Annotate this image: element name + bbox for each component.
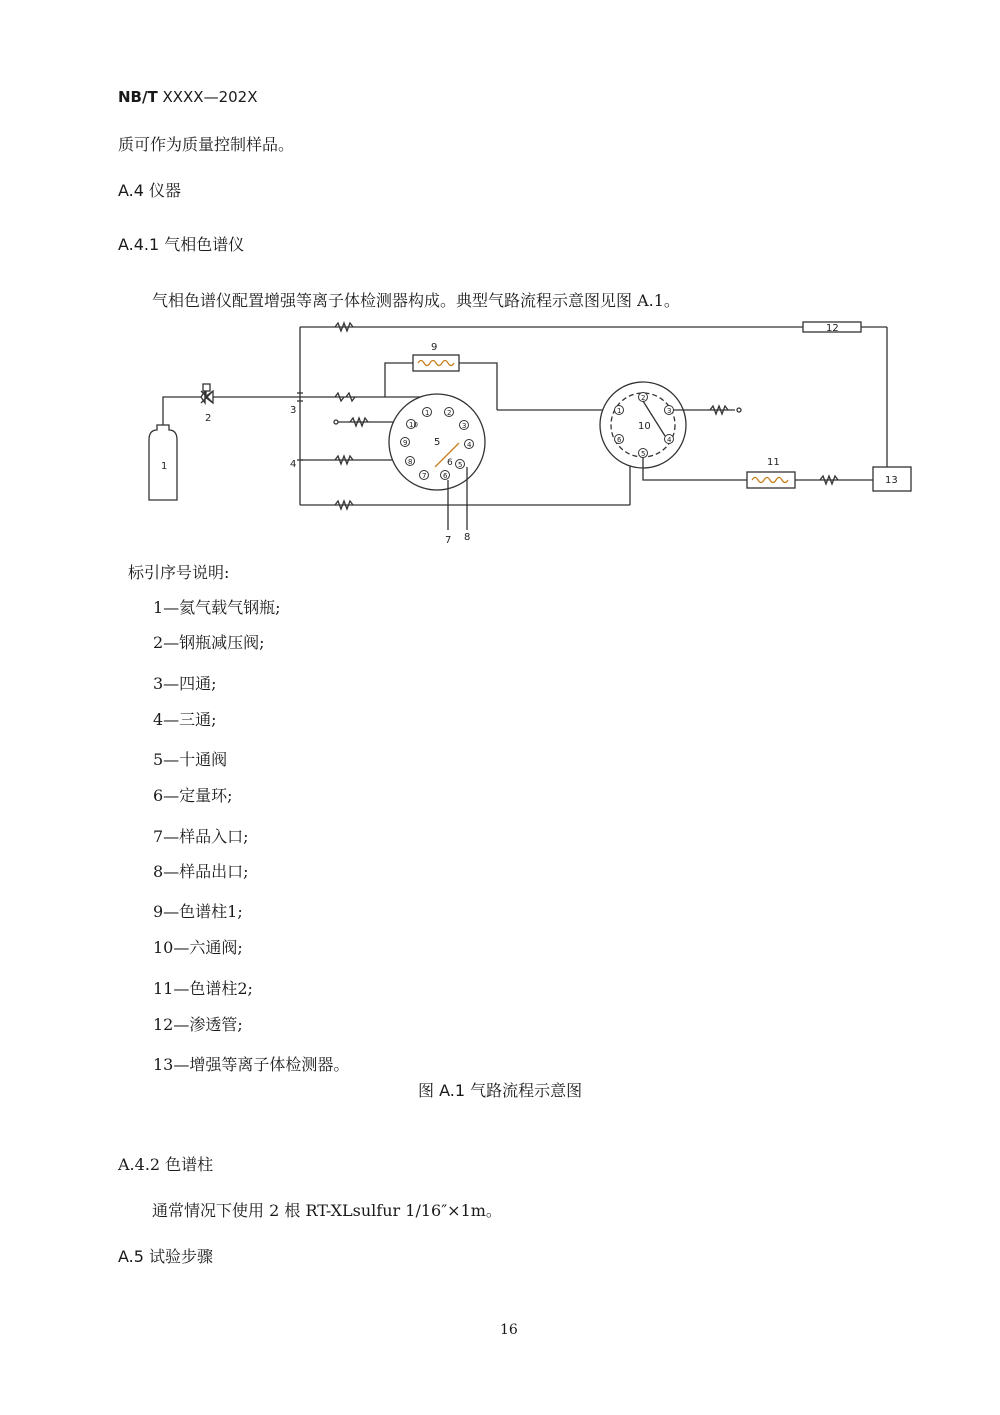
svg-text:8: 8 bbox=[408, 458, 413, 466]
svg-text:2: 2 bbox=[641, 394, 646, 402]
legend-item: 2—钢瓶减压阀; bbox=[153, 633, 265, 652]
label-5: 5 bbox=[434, 437, 441, 448]
svg-text:4: 4 bbox=[467, 441, 472, 449]
svg-text:7: 7 bbox=[422, 472, 427, 480]
legend-item: 9—色谱柱1; bbox=[153, 902, 243, 921]
label-9: 9 bbox=[431, 342, 438, 353]
label-10: 10 bbox=[638, 421, 651, 432]
svg-text:1: 1 bbox=[425, 409, 430, 417]
label-12: 12 bbox=[826, 323, 839, 334]
standard-prefix: NB/T bbox=[118, 88, 158, 106]
a42-paragraph: 通常情况下使用 2 根 RT-XLsulfur 1/16″×1m。 bbox=[152, 1201, 502, 1220]
legend-title: 标引序号说明: bbox=[128, 563, 230, 582]
label-4: 4 bbox=[290, 459, 297, 470]
svg-text:4: 4 bbox=[667, 436, 672, 444]
label-13: 13 bbox=[885, 475, 898, 486]
label-7: 7 bbox=[445, 535, 452, 546]
legend-item: 11—色谱柱2; bbox=[153, 979, 253, 998]
svg-text:2: 2 bbox=[447, 409, 452, 417]
section-heading-a42: A.4.2 色谱柱 bbox=[118, 1155, 214, 1174]
svg-text:1: 1 bbox=[617, 407, 622, 415]
svg-text:9: 9 bbox=[403, 439, 408, 447]
six-port-valve bbox=[600, 382, 686, 468]
pressure-reducing-valve bbox=[201, 384, 213, 424]
label-2: 2 bbox=[205, 413, 212, 424]
legend-item: 1—氦气载气钢瓶; bbox=[153, 598, 281, 617]
legend-item: 5—十通阀 bbox=[153, 750, 228, 769]
intro-line: 质可作为质量控制样品。 bbox=[118, 135, 295, 154]
a41-paragraph: 气相色谱仪配置增强等离子体检测器构成。典型气路流程示意图见图 A.1。 bbox=[152, 291, 680, 310]
label-8: 8 bbox=[464, 532, 471, 543]
figure-caption: 图 A.1 气路流程示意图 bbox=[418, 1081, 583, 1100]
legend-item: 10—六通阀; bbox=[153, 938, 243, 957]
legend-item: 13—增强等离子体检测器。 bbox=[153, 1055, 350, 1074]
section-heading-a41: A.4.1 气相色谱仪 bbox=[118, 235, 245, 254]
legend-item: 3—四通; bbox=[153, 674, 217, 693]
svg-text:6: 6 bbox=[443, 472, 448, 480]
svg-text:5: 5 bbox=[458, 461, 463, 469]
section-heading-a5: A.5 试验步骤 bbox=[118, 1247, 214, 1266]
svg-text:10: 10 bbox=[409, 421, 418, 429]
page-number: 16 bbox=[500, 1322, 518, 1338]
label-6: 6 bbox=[447, 458, 453, 468]
gas-cylinder bbox=[149, 397, 201, 500]
section-heading-a4: A.4 仪器 bbox=[118, 181, 182, 200]
legend-item: 12—渗透管; bbox=[153, 1015, 243, 1034]
svg-text:5: 5 bbox=[641, 450, 646, 458]
label-11: 11 bbox=[767, 457, 780, 468]
legend-item: 6—定量环; bbox=[153, 786, 233, 805]
svg-text:3: 3 bbox=[667, 407, 672, 415]
standard-code: XXXX—202X bbox=[162, 88, 258, 106]
label-3: 3 bbox=[290, 405, 297, 416]
svg-text:6: 6 bbox=[617, 436, 622, 444]
gas-flow-diagram bbox=[135, 315, 925, 550]
legend-item: 4—三通; bbox=[153, 710, 217, 729]
standard-number bbox=[118, 88, 258, 106]
ten-port-valve bbox=[389, 394, 485, 490]
legend-item: 8—样品出口; bbox=[153, 862, 249, 881]
legend-item: 7—样品入口; bbox=[153, 827, 249, 846]
svg-text:3: 3 bbox=[462, 422, 467, 430]
label-1: 1 bbox=[161, 461, 168, 472]
